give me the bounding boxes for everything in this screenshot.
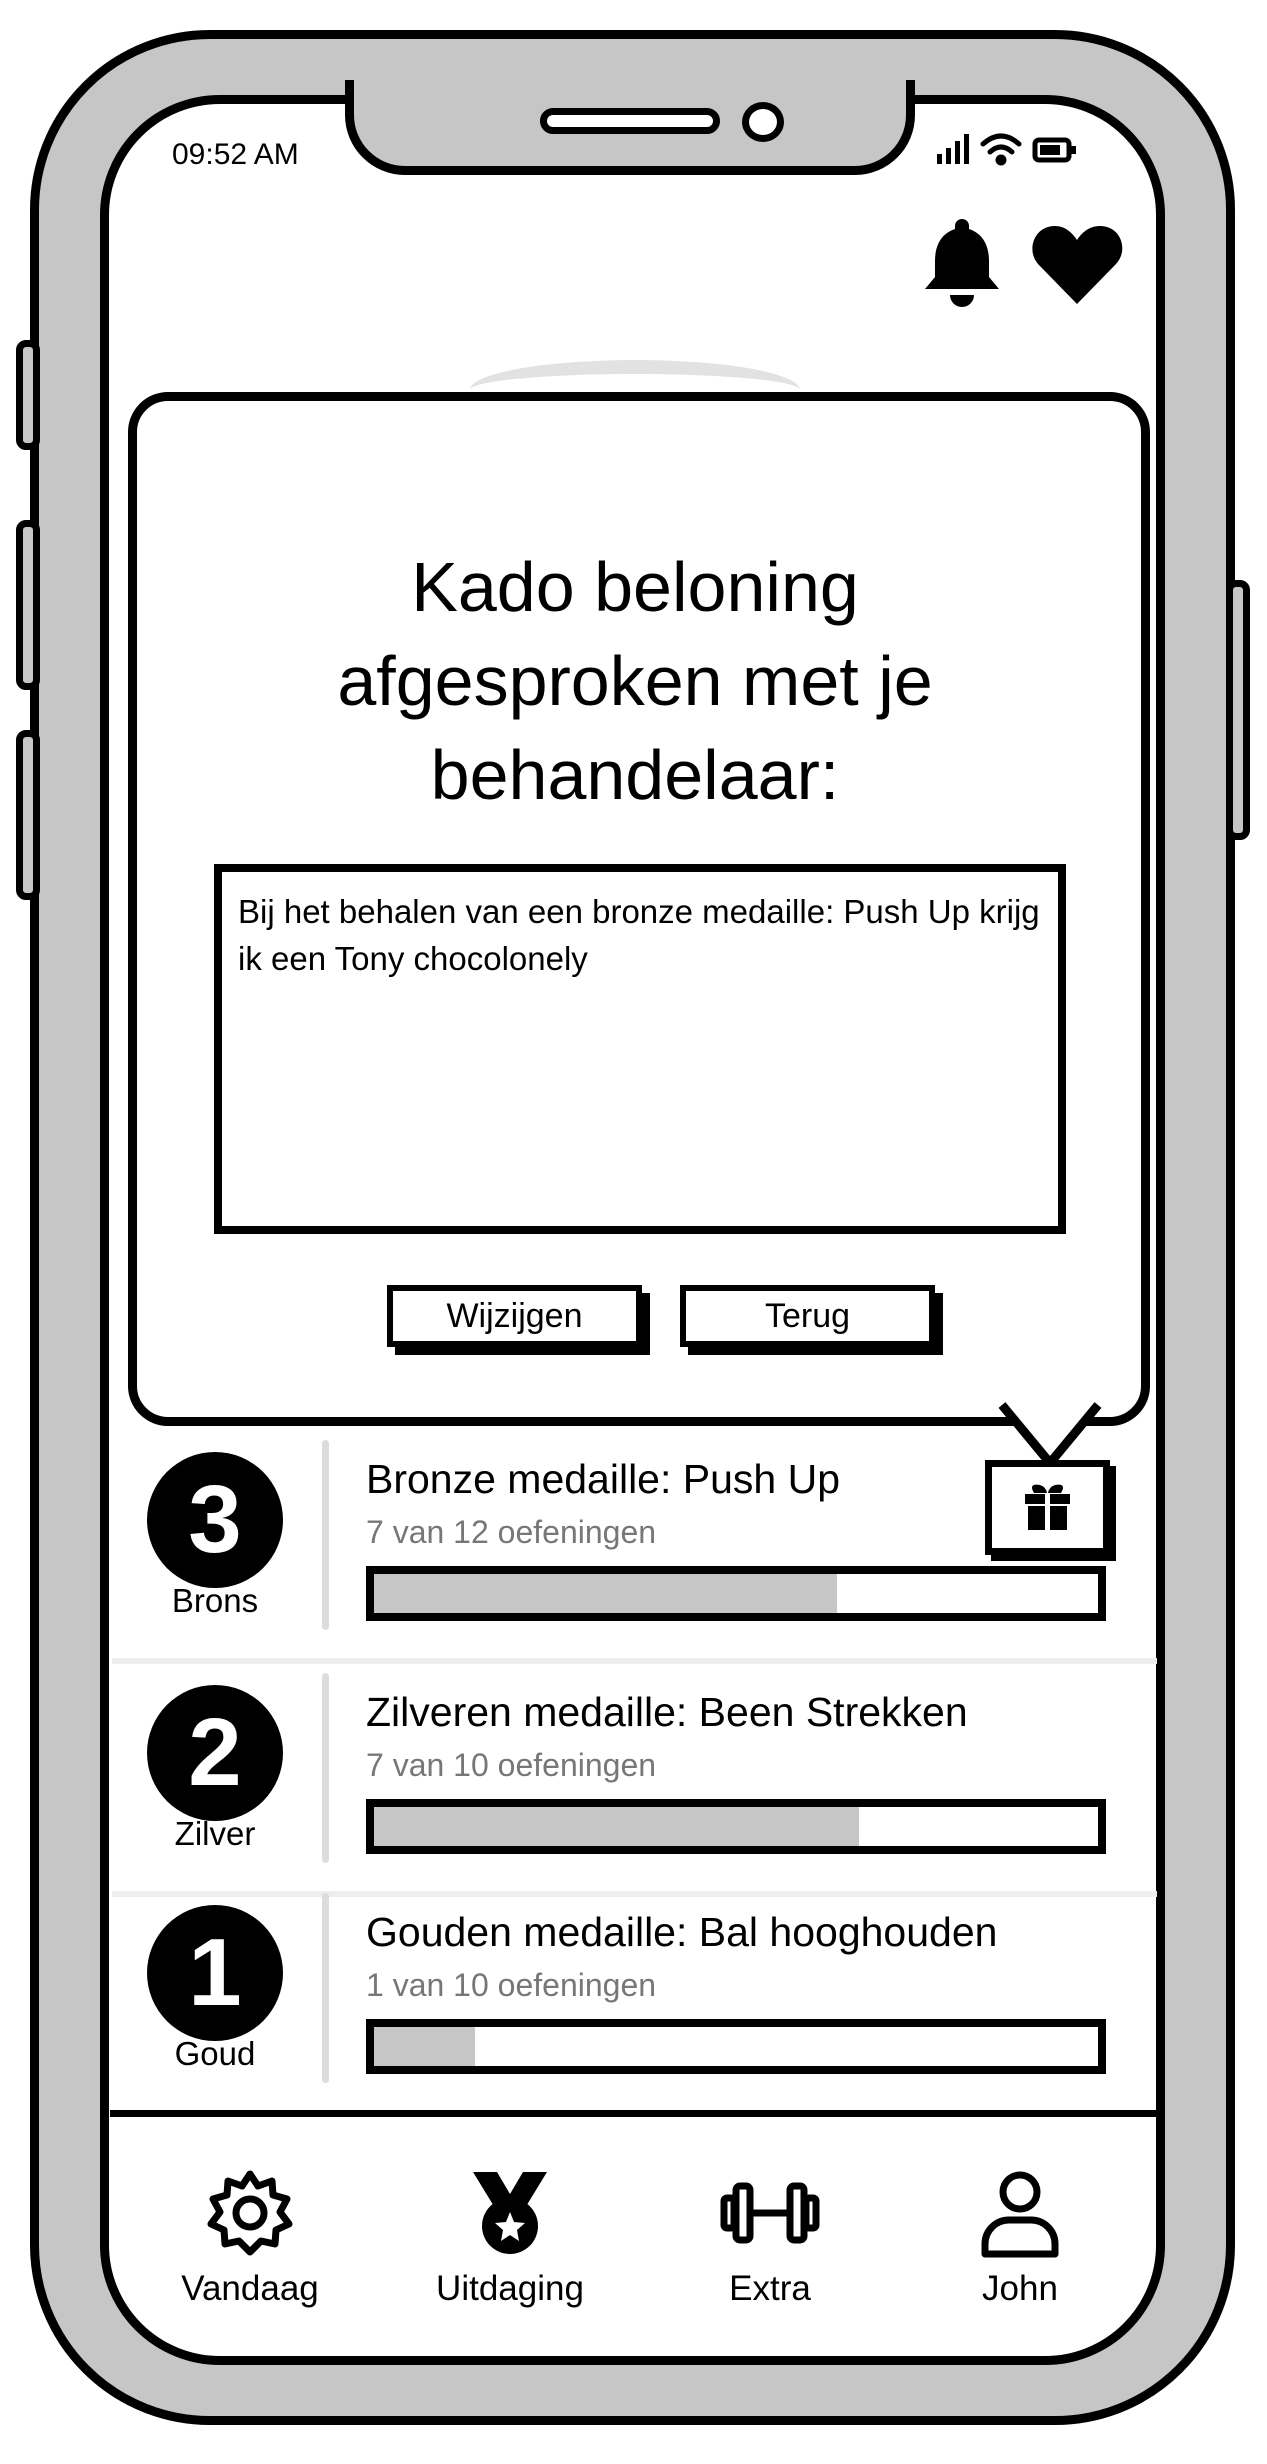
popup-tail bbox=[990, 1395, 1110, 1470]
notifications-button[interactable] bbox=[920, 215, 1005, 315]
reward-textarea[interactable]: Bij het behalen van een bronze medaille: Push Up krijg ik een Tony chocolonely bbox=[214, 864, 1066, 1234]
signal-icon bbox=[937, 134, 969, 164]
nav-item-profile[interactable]: John bbox=[910, 2168, 1130, 2309]
power-button bbox=[1226, 580, 1250, 840]
gift-button[interactable] bbox=[985, 1460, 1110, 1555]
nav-separator bbox=[110, 2110, 1157, 2117]
challenge-progress-text: 7 van 10 oefeningen bbox=[366, 1747, 657, 1783]
medal-label: Zilver bbox=[174, 1815, 256, 1852]
challenge-progress-text: 7 van 12 oefeningen bbox=[366, 1514, 657, 1550]
progress-fill bbox=[374, 1807, 859, 1846]
medal-badge: 2 bbox=[147, 1685, 283, 1821]
medal-badge: 3 bbox=[147, 1452, 283, 1588]
heart-icon bbox=[1030, 222, 1125, 307]
row-divider bbox=[322, 1893, 329, 2083]
progress-bar bbox=[366, 1566, 1106, 1621]
battery-icon bbox=[1035, 140, 1076, 160]
wifi-icon bbox=[983, 136, 1019, 163]
medal-badge: 1 bbox=[147, 1905, 283, 2041]
status-icons bbox=[935, 128, 1095, 173]
nav-item-vandaag[interactable]: Vandaag bbox=[140, 2168, 360, 2309]
popup-title: Kado beloning afgesproken met je behandelaar: bbox=[337, 548, 933, 814]
row-separator bbox=[112, 1891, 1157, 1897]
progress-bar bbox=[366, 2019, 1106, 2074]
gear-icon bbox=[205, 2168, 295, 2258]
nav-item-extra[interactable]: Extra bbox=[660, 2168, 880, 2309]
user-icon bbox=[975, 2168, 1065, 2258]
status-time: 09:52 AM bbox=[172, 138, 299, 171]
edit-button[interactable]: Wijzijgen bbox=[387, 1285, 642, 1347]
bell-icon bbox=[920, 215, 1005, 310]
mute-switch bbox=[16, 340, 40, 450]
favorites-button[interactable] bbox=[1030, 222, 1125, 312]
challenge-title[interactable]: Zilveren medaille: Been Strekken bbox=[366, 1689, 968, 1735]
medal-label: Goud bbox=[174, 2035, 256, 2072]
progress-fill bbox=[374, 2027, 475, 2066]
row-divider bbox=[322, 1673, 329, 1863]
medal-icon bbox=[465, 2168, 555, 2258]
speaker bbox=[540, 108, 720, 134]
row-divider bbox=[322, 1440, 329, 1630]
challenge-title[interactable]: Bronze medaille: Push Up bbox=[366, 1456, 841, 1502]
progress-bar bbox=[366, 1799, 1106, 1854]
gift-icon bbox=[992, 1467, 1103, 1548]
challenge-title[interactable]: Gouden medaille: Bal hooghouden bbox=[366, 1909, 998, 1955]
volume-up-button bbox=[16, 520, 40, 690]
progress-fill bbox=[374, 1574, 837, 1613]
medal-label: Brons bbox=[171, 1582, 259, 1619]
challenge-progress-text: 1 van 10 oefeningen bbox=[366, 1967, 657, 2003]
volume-down-button bbox=[16, 730, 40, 900]
nav-item-uitdaging[interactable]: Uitdaging bbox=[400, 2168, 620, 2309]
row-separator bbox=[112, 1658, 1157, 1664]
front-camera bbox=[742, 102, 784, 142]
back-button[interactable]: Terug bbox=[680, 1285, 935, 1347]
dumbbell-icon bbox=[720, 2168, 820, 2258]
